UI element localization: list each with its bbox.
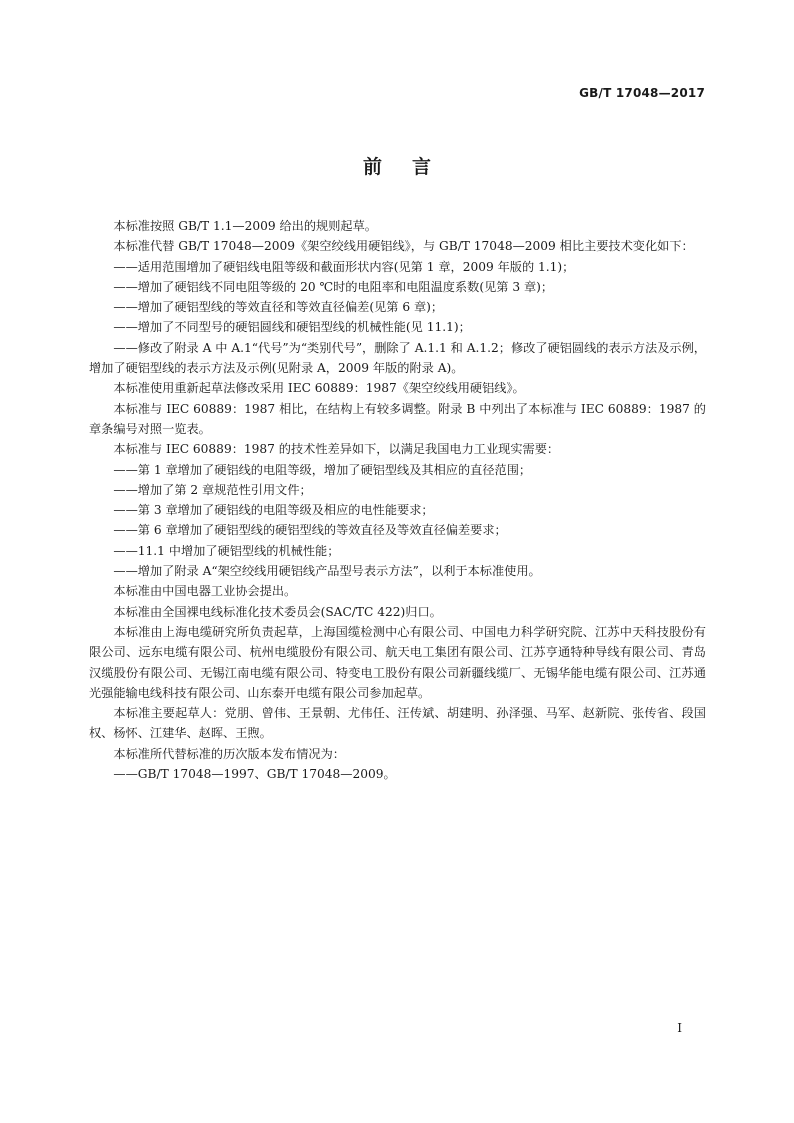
paragraph: 本标准代替 GB/T 17048—2009《架空绞线用硬铝线》，与 GB/T 17048—2009 相比主要技术变化如下： xyxy=(113,239,694,254)
paragraph: 本标准与 IEC 60889：1987 相比，在结构上有较多调整。附录 B 中列出了本标准与 IEC 60889：1987 的章条编号对照一览表。 xyxy=(89,401,706,436)
paragraph: 本标准由全国裸电线标准化技术委员会(SAC/TC 422)归口。 xyxy=(113,604,442,619)
paragraph: 本标准使用重新起草法修改采用 IEC 60889：1987《架空绞线用硬铝线》。 xyxy=(113,381,525,396)
list-item: ——增加了硬铝线不同电阻等级的 20 ℃时的电阻率和电阻温度系数(见第 3 章)； xyxy=(113,279,554,294)
paragraph: 本标准由中国电器工业协会提出。 xyxy=(113,584,297,599)
paragraph: 本标准由上海电缆研究所负责起草，上海国缆检测中心有限公司、中国电力科学研究院、江苏中天科技股份有限公司、远东电缆有限公司、杭州电缆股份有限公司、航天电工集团有限公司、江苏亨通特种导线有限公司、青岛汉缆股份有限公司、无锡江南电缆有限公司、特变电工股份有限公司新疆线缆厂、无锡华能电缆有限公司、江苏通光强能输电线科技有限公司、山东泰开电缆有限公司参加起草。 xyxy=(89,624,706,700)
page-number: I xyxy=(677,1021,682,1035)
page-title: 前言 xyxy=(362,156,461,178)
list-item: ——第 1 章增加了硬铝线的电阻等级，增加了硬铝型线及其相应的直径范围； xyxy=(113,462,532,477)
paragraph: 本标准按照 GB/T 1.1—2009 给出的规则起草。 xyxy=(113,219,377,233)
list-item: ——增加了附录 A“架空绞线用硬铝线产品型号表示方法”，以利于本标准使用。 xyxy=(113,564,541,579)
list-item: ——第 6 章增加了硬铝型线的硬铝型线的等效直径及等效直径偏差要求； xyxy=(113,523,507,538)
list-item: ——增加了第 2 章规范性引用文件； xyxy=(113,482,312,497)
paragraph: 本标准所代替标准的历次版本发布情况为： xyxy=(113,746,345,761)
list-item: ——11.1 中增加了硬铝型线的机械性能； xyxy=(113,543,340,558)
standard-code: GB/T 17048—2017 xyxy=(579,86,705,100)
list-item: ——第 3 章增加了硬铝线的电阻等级及相应的电性能要求； xyxy=(113,503,434,518)
paragraph: 本标准主要起草人：党朋、曾伟、王景朝、尤伟任、汪传斌、胡建明、孙泽强、马军、赵新院、张传省、段国权、杨怀、江建华、赵晖、王煦。 xyxy=(89,706,706,741)
list-item: ——修改了附录 A 中 A.1“代号”为“类别代号”，删除了 A.1.1 和 A.1.2；修改了硬铝圆线的表示方法及示例，增加了硬铝型线的表示方法及示例(见附录 A，2009 年版的附录 A)。 xyxy=(89,340,706,376)
list-item: ——增加了硬铝型线的等效直径和等效直径偏差(见第 6 章)； xyxy=(113,300,444,315)
document-body xyxy=(89,216,706,784)
list-item: ——增加了不同型号的硬铝圆线和硬铝型线的机械性能(见 11.1)； xyxy=(113,320,471,335)
list-item: ——GB/T 17048—1997、GB/T 17048—2009。 xyxy=(113,767,396,782)
list-item: ——适用范围增加了硬铝线电阻等级和截面形状内容(见第 1 章，2009 年版的 1.1)； xyxy=(113,259,575,274)
paragraph: 本标准与 IEC 60889：1987 的技术性差异如下，以满足我国电力工业现实需要： xyxy=(113,442,560,457)
